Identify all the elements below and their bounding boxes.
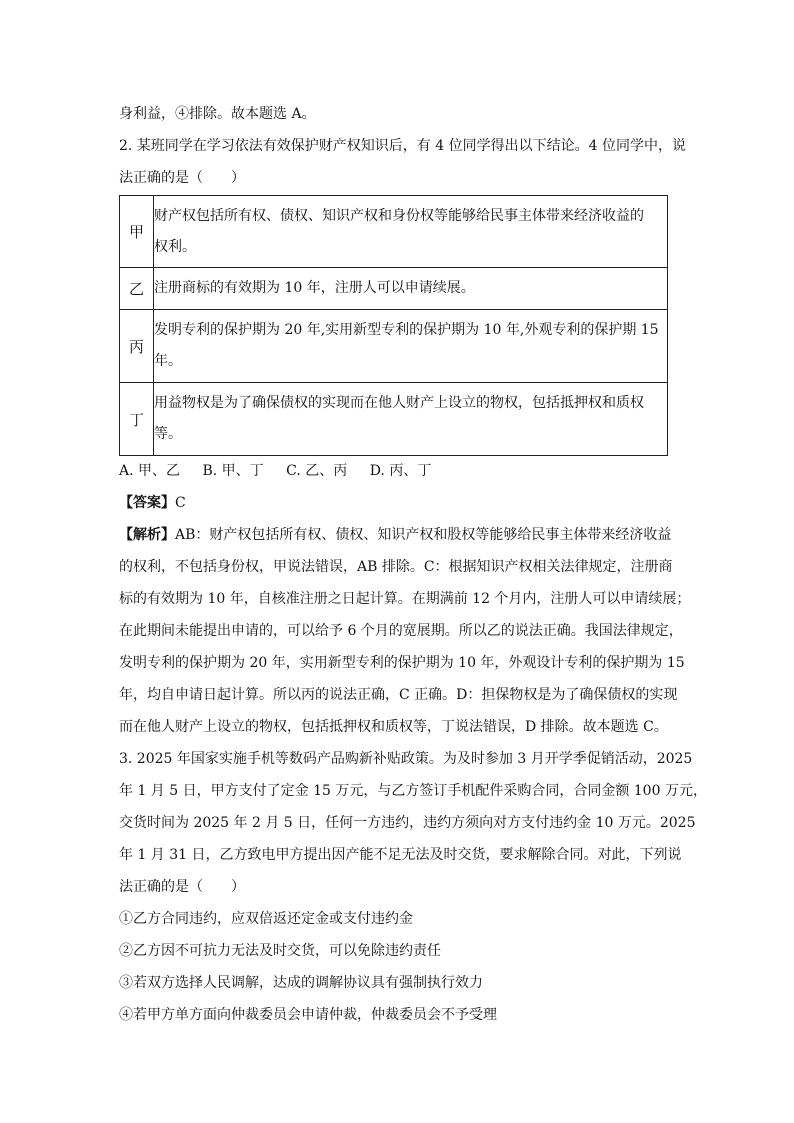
student-name: 乙 bbox=[120, 268, 154, 310]
table-row bbox=[120, 196, 668, 268]
question-3 bbox=[119, 743, 707, 1031]
q3-stem-line: 年 1 月 5 日，甲方支付了定金 15 万元，与乙方签订手机配件采购合同，合同金额 100 万元， bbox=[119, 783, 707, 799]
answer-label: 【答案】 bbox=[119, 495, 175, 511]
q3-stem-line: 年 1 月 31 日，乙方致电甲方提出因产能不足无法及时交货，要求解除合同。对此，下列说 bbox=[119, 847, 682, 863]
statement-line: 注册商标的有效期为 10 年，注册人可以申请续展。 bbox=[154, 280, 475, 296]
analysis-line: 发明专利的保护期为 20 年，实用新型专利的保护期为 10 年，外观设计专利的保护期为 15 bbox=[119, 655, 685, 671]
question-2 bbox=[119, 130, 691, 743]
q2-stem-line-2: 法正确的是（ ） bbox=[119, 170, 245, 186]
choice-b: B. 甲、丁 bbox=[202, 463, 264, 479]
analysis-line: 的权利，不包括身份权，甲说法错误，AB 排除。C：根据知识产权相关法律规定，注册商 bbox=[119, 559, 673, 575]
statement-line: 财产权包括所有权、债权、知识产权和身份权等能够给民事主体带来经济收益的 bbox=[154, 207, 644, 224]
statement-line: 年。 bbox=[154, 353, 182, 369]
table-row bbox=[120, 268, 668, 310]
analysis-line: 而在他人财产上设立的物权，包括抵押权和质权等，丁说法错误，D 排除。故本题选 C。 bbox=[119, 719, 668, 735]
analysis-line: 标的有效期为 10 年，自核准注册之日起计算。在期满前 12 个月内，注册人可以申请续展； bbox=[119, 591, 691, 607]
statement-text bbox=[154, 196, 668, 268]
previous-answer-tail: 身利益，④排除。故本题选 A。 bbox=[119, 106, 316, 122]
analysis-line: 年，均自申请日起计算。所以丙的说法正确，C 正确。D：担保物权是为了确保债权的实现 bbox=[119, 687, 678, 703]
student-name: 丙 bbox=[120, 310, 154, 383]
q3-option: ②乙方因不可抗力无法及时交货，可以免除违约责任 bbox=[119, 943, 441, 959]
answer-value: C bbox=[175, 495, 186, 511]
q3-stem-line: 交货时间为 2025 年 2 月 5 日，任何一方违约，违约方须向对方支付违约金 10 万元。2025 bbox=[119, 815, 696, 831]
statement-text bbox=[154, 383, 668, 456]
q3-option: ③若双方选择人民调解，达成的调解协议具有强制执行效力 bbox=[119, 975, 483, 991]
q2-choices bbox=[119, 456, 674, 487]
statement-line: 发明专利的保护期为 20 年,实用新型专利的保护期为 10 年,外观专利的保护期 15 bbox=[154, 322, 659, 338]
q3-option: ④若甲方单方面向仲裁委员会申请仲裁，仲裁委员会不予受理 bbox=[119, 1007, 497, 1023]
q2-stem-line-1: 2. 某班同学在学习依法有效保护财产权知识后，有 4 位同学得出以下结论。4 位同学中，说 bbox=[119, 138, 686, 154]
statement-text bbox=[154, 268, 668, 310]
table-row bbox=[120, 310, 668, 383]
q3-stem-line: 法正确的是（ ） bbox=[119, 879, 245, 895]
statement-text bbox=[154, 310, 668, 383]
student-name: 甲 bbox=[120, 196, 154, 268]
choice-a: A. 甲、乙 bbox=[119, 463, 181, 479]
choice-c: C. 乙、丙 bbox=[286, 463, 348, 479]
statement-line: 等。 bbox=[154, 426, 182, 442]
table-row bbox=[120, 383, 668, 456]
document-page bbox=[119, 98, 707, 1031]
q3-option: ①乙方合同违约，应双倍返还定金或支付违约金 bbox=[119, 911, 413, 927]
analysis-line: 【解析】AB：财产权包括所有权、债权、知识产权和股权等能够给民事主体带来经济收益 bbox=[119, 527, 672, 543]
q2-answer bbox=[119, 487, 674, 519]
statement-line: 权利。 bbox=[154, 238, 196, 255]
statements-table bbox=[119, 195, 668, 456]
analysis-label: 【解析】 bbox=[119, 527, 175, 543]
student-name: 丁 bbox=[120, 383, 154, 456]
analysis-line: 在此期间未能提出申请的，可以给予 6 个月的宽展期。所以乙的说法正确。我国法律规定， bbox=[119, 623, 683, 639]
q3-stem-line: 3. 2025 年国家实施手机等数码产品购新补贴政策。为及时参加 3 月开学季促销活动，2025 bbox=[119, 751, 693, 767]
choice-d: D. 丙、丁 bbox=[369, 463, 432, 479]
statement-line: 用益物权是为了确保债权的实现而在他人财产上设立的物权，包括抵押权和质权 bbox=[154, 395, 644, 411]
